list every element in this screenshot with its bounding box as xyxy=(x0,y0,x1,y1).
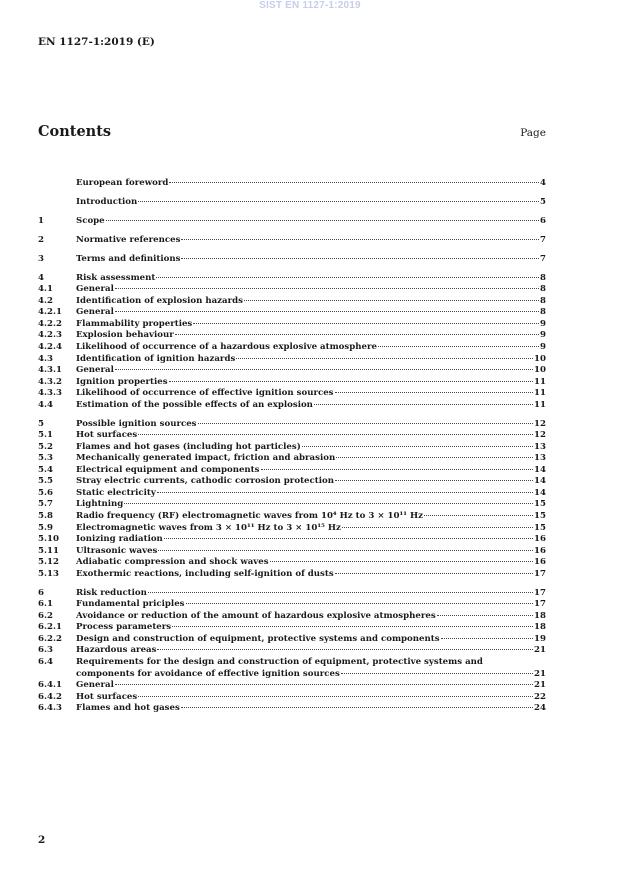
toc-entry-page: 24 xyxy=(534,703,546,714)
toc-entry-number: 6.2.1 xyxy=(38,622,62,633)
toc-entry-title: Electrical equipment and components xyxy=(76,464,260,475)
toc-entry-number: 5.5 xyxy=(38,476,53,487)
toc-entry-page: 8 xyxy=(540,295,546,306)
toc-leader-dots xyxy=(115,369,533,370)
toc-entry-number: 4.2.3 xyxy=(38,330,62,341)
toc-entry-title: Estimation of the possible effects of an explosion xyxy=(76,399,313,410)
toc-entry-title: Likelihood of occurrence of effective ignition sources xyxy=(76,388,334,399)
toc-entry-page: 19 xyxy=(534,633,546,644)
toc-leader-dots xyxy=(169,182,539,183)
toc-entry-title: Hot surfaces xyxy=(76,430,138,441)
toc-entry[interactable] xyxy=(38,622,546,634)
toc-entry-page: 14 xyxy=(534,476,546,487)
toc-entry[interactable] xyxy=(38,284,546,296)
toc-entry-number: 4.3.2 xyxy=(38,376,62,387)
toc-entry[interactable] xyxy=(38,342,546,354)
toc-entry-number: 3 xyxy=(38,253,44,264)
toc-entry-page: 6 xyxy=(540,215,546,226)
toc-entry-page: 11 xyxy=(534,399,546,410)
toc-leader-dots xyxy=(181,258,539,259)
toc-entry[interactable] xyxy=(38,400,546,412)
toc-entry-title: Identification of ignition hazards xyxy=(76,353,236,364)
toc-entry-page: 7 xyxy=(540,234,546,245)
toc-entry-title: Requirements for the design and construction of equipment, protective systems and xyxy=(76,656,483,667)
toc-entry-number: 5.6 xyxy=(38,487,53,498)
page-title: Contents xyxy=(38,123,112,140)
toc-entry-title: Likelihood of occurrence of a hazardous explosive atmosphere xyxy=(76,341,377,352)
toc-entry-number: 6.4.2 xyxy=(38,691,62,702)
toc-entry[interactable] xyxy=(38,235,546,247)
toc-entry-title: Ultrasonic waves xyxy=(76,545,158,556)
toc-leader-dots xyxy=(335,392,534,393)
toc-entry-page: 18 xyxy=(534,610,546,621)
toc-entry-page: 9 xyxy=(540,341,546,352)
toc-entry[interactable] xyxy=(38,319,546,331)
toc-leader-dots xyxy=(314,404,533,405)
toc-entry-number: 6.2 xyxy=(38,610,53,621)
toc-entry-number: 6 xyxy=(38,587,44,598)
toc-entry-title: European foreword xyxy=(76,178,169,188)
toc-entry[interactable] xyxy=(38,569,546,581)
toc-leader-dots xyxy=(335,573,533,574)
toc-entry-title: Terms and definitions xyxy=(76,253,181,264)
toc-entry-number: 5.2 xyxy=(38,441,53,452)
toc-entry-page: 15 xyxy=(534,499,546,510)
toc-entry-page: 8 xyxy=(540,272,546,283)
toc-entry-page: 16 xyxy=(534,557,546,568)
toc-entry-title: Hot surfaces xyxy=(76,691,138,702)
toc-entry-number: 4.3 xyxy=(38,353,53,364)
toc-leader-dots xyxy=(261,469,534,470)
toc-entry-number: 5.7 xyxy=(38,499,53,510)
toc-leader-dots xyxy=(342,527,533,528)
toc-entry[interactable] xyxy=(38,254,546,266)
toc-entry-title: General xyxy=(76,307,114,318)
toc-entry-number: 4.2.1 xyxy=(38,307,62,318)
toc-entry-title: Electromagnetic waves from 3 × 10¹¹ Hz to 3 × 10¹⁵ Hz xyxy=(76,522,341,533)
toc-entry[interactable] xyxy=(38,692,546,704)
toc-entry-page: 16 xyxy=(534,534,546,545)
toc-leader-dots xyxy=(138,696,533,697)
toc-entry-page: 10 xyxy=(534,365,546,376)
toc-entry[interactable] xyxy=(38,197,546,209)
toc-entry-page: 9 xyxy=(540,318,546,329)
toc-leader-dots xyxy=(336,457,533,458)
toc-leader-dots xyxy=(157,492,533,493)
toc-entry[interactable] xyxy=(38,657,546,669)
toc-leader-dots xyxy=(157,649,533,650)
toc-entry[interactable] xyxy=(38,634,546,646)
toc-entry-page: 17 xyxy=(534,587,546,598)
toc-entry-page: 14 xyxy=(534,487,546,498)
toc-entry[interactable] xyxy=(38,511,546,523)
toc-entry-number: 4.2.4 xyxy=(38,341,62,352)
toc-leader-dots xyxy=(270,561,533,562)
toc-entry-title: Exothermic reactions, including self-ignition of dusts xyxy=(76,568,334,579)
toc-entry-number: 5.9 xyxy=(38,522,53,533)
toc-leader-dots xyxy=(181,239,539,240)
toc-entry-page: 11 xyxy=(534,376,546,387)
toc-entry[interactable] xyxy=(38,430,546,442)
toc-entry-page: 14 xyxy=(534,464,546,475)
toc-entry-number: 6.1 xyxy=(38,599,53,610)
toc-entry-page: 18 xyxy=(534,622,546,633)
toc-entry[interactable] xyxy=(38,307,546,319)
toc-leader-dots xyxy=(106,220,539,221)
toc-entry-title: Static electricity xyxy=(76,487,156,498)
toc-entry-number: 5.4 xyxy=(38,464,53,475)
toc-entry[interactable] xyxy=(38,216,546,228)
toc-entry[interactable] xyxy=(38,354,546,366)
toc-entry-number: 6.4.3 xyxy=(38,703,62,714)
toc-leader-dots xyxy=(424,515,533,516)
toc-leader-dots xyxy=(198,423,534,424)
toc-entry[interactable] xyxy=(38,419,546,431)
toc-entry-number: 6.4 xyxy=(38,656,53,667)
toc-entry-number: 5.10 xyxy=(38,534,59,545)
toc-entry-number: 4.2 xyxy=(38,295,53,306)
toc-entry-number: 4.2.2 xyxy=(38,318,62,329)
toc-leader-dots xyxy=(378,346,539,347)
toc-leader-dots xyxy=(193,323,539,324)
toc-entry[interactable] xyxy=(38,273,546,285)
toc-entry-title: General xyxy=(76,284,114,295)
toc-leader-dots xyxy=(148,592,533,593)
toc-entry[interactable] xyxy=(38,488,546,500)
toc-entry-page: 15 xyxy=(534,511,546,522)
toc-entry[interactable] xyxy=(38,645,546,657)
toc-entry[interactable] xyxy=(38,534,546,546)
toc-entry-page: 22 xyxy=(534,691,546,702)
toc-leader-dots xyxy=(181,707,533,708)
toc-entry-number: 4.3.1 xyxy=(38,365,62,376)
toc-entry[interactable] xyxy=(38,388,546,400)
toc-entry-number: 5 xyxy=(38,418,44,429)
toc-entry-number: 4.4 xyxy=(38,399,53,410)
toc-entry-title: Identification of explosion hazards xyxy=(76,295,243,306)
toc-entry-number: 2 xyxy=(38,234,44,245)
toc-entry-number: 5.8 xyxy=(38,511,53,522)
toc-entry-number: 5.13 xyxy=(38,568,59,579)
toc-entry-page: 13 xyxy=(534,453,546,464)
toc-entry-page: 8 xyxy=(540,284,546,295)
toc-entry-title: Mechanically generated impact, friction and abrasion xyxy=(76,453,336,464)
toc-entry-title: Normative references xyxy=(76,234,181,245)
toc-entry-page: 9 xyxy=(540,330,546,341)
toc-leader-dots xyxy=(138,434,533,435)
table-of-contents xyxy=(38,178,546,715)
toc-entry-number: 5.1 xyxy=(38,430,53,441)
toc-entry-number: 5.12 xyxy=(38,557,59,568)
toc-entry-title: Adiabatic compression and shock waves xyxy=(76,557,269,568)
toc-leader-dots xyxy=(158,550,533,551)
toc-entry[interactable] xyxy=(38,703,546,715)
toc-leader-dots xyxy=(138,201,539,202)
toc-leader-dots xyxy=(335,480,533,481)
toc-entry[interactable] xyxy=(38,557,546,569)
toc-leader-dots xyxy=(441,638,533,639)
toc-entry-page: 4 xyxy=(540,178,546,188)
toc-entry-title: Stray electric currents, cathodic corrosion protection xyxy=(76,476,334,487)
toc-entry-title: Introduction xyxy=(76,196,138,207)
toc-leader-dots xyxy=(115,684,533,685)
toc-entry-title: Flammability properties xyxy=(76,318,193,329)
toc-leader-dots xyxy=(164,538,533,539)
toc-entry[interactable] xyxy=(38,599,546,611)
toc-entry-title: Process parameters xyxy=(76,622,172,633)
toc-entry-title: Possible ignition sources xyxy=(76,418,197,429)
toc-entry[interactable] xyxy=(38,453,546,465)
toc-leader-dots xyxy=(169,381,533,382)
page-number: 2 xyxy=(38,834,46,846)
page-column-label: Page xyxy=(520,127,546,139)
document-id: EN 1127-1:2019 (E) xyxy=(38,36,155,48)
toc-entry-page: 15 xyxy=(534,522,546,533)
toc-entry-page: 5 xyxy=(540,196,546,207)
toc-entry-title: General xyxy=(76,365,114,376)
toc-leader-dots xyxy=(124,503,533,504)
toc-entry[interactable] xyxy=(38,680,546,692)
toc-leader-dots xyxy=(437,615,533,616)
toc-entry-number: 4 xyxy=(38,272,44,283)
toc-entry-title: Design and construction of equipment, protective systems and components xyxy=(76,633,440,644)
toc-entry-title: Hazardous areas xyxy=(76,645,157,656)
toc-entry-title: components for avoidance of effective ignition sources xyxy=(76,668,340,679)
toc-entry-title: General xyxy=(76,680,114,691)
toc-entry-number: 6.3 xyxy=(38,645,53,656)
toc-entry-title: Explosion behaviour xyxy=(76,330,174,341)
toc-entry-title: Flames and hot gases (including hot particles) xyxy=(76,441,301,452)
toc-leader-dots xyxy=(186,603,534,604)
toc-entry[interactable] xyxy=(38,523,546,535)
toc-entry-page: 12 xyxy=(534,418,546,429)
toc-leader-dots xyxy=(156,277,539,278)
toc-leader-dots xyxy=(172,626,533,627)
toc-entry[interactable] xyxy=(38,669,546,681)
toc-entry-page: 21 xyxy=(534,680,546,691)
toc-entry-page: 17 xyxy=(534,599,546,610)
toc-entry[interactable] xyxy=(38,442,546,454)
toc-entry[interactable] xyxy=(38,499,546,511)
toc-entry-title: Radio frequency (RF) electromagnetic waves from 10⁴ Hz to 3 × 10¹¹ Hz xyxy=(76,511,424,522)
toc-entry-page: 16 xyxy=(534,545,546,556)
toc-entry-title: Avoidance or reduction of the amount of hazardous explosive atmospheres xyxy=(76,610,436,621)
toc-leader-dots xyxy=(115,288,539,289)
toc-entry[interactable] xyxy=(38,330,546,342)
toc-leader-dots xyxy=(236,358,533,359)
toc-entry-page: 17 xyxy=(534,568,546,579)
toc-entry-title: Ionizing radiation xyxy=(76,534,163,545)
toc-entry-title: Lightning xyxy=(76,499,124,510)
toc-entry-number: 4.1 xyxy=(38,284,53,295)
toc-entry-title: Risk reduction xyxy=(76,587,147,598)
toc-entry-title: Risk assessment xyxy=(76,272,156,283)
toc-entry-title: Fundamental priciples xyxy=(76,599,185,610)
toc-entry[interactable] xyxy=(38,377,546,389)
toc-entry-page: 12 xyxy=(534,430,546,441)
toc-entry-page: 21 xyxy=(534,668,546,679)
toc-entry-page: 11 xyxy=(534,388,546,399)
toc-leader-dots xyxy=(115,311,539,312)
toc-entry[interactable] xyxy=(38,465,546,477)
toc-leader-dots xyxy=(244,300,539,301)
toc-entry-number: 1 xyxy=(38,215,44,226)
toc-entry-number: 5.11 xyxy=(38,545,59,556)
toc-entry-page: 21 xyxy=(534,645,546,656)
toc-entry[interactable] xyxy=(38,588,546,600)
toc-leader-dots xyxy=(175,334,539,335)
watermark: SIST EN 1127-1:2019 xyxy=(259,0,361,11)
toc-entry-page: 7 xyxy=(540,253,546,264)
toc-leader-dots xyxy=(341,673,533,674)
toc-entry-number: 6.2.2 xyxy=(38,633,62,644)
toc-entry-title: Flames and hot gases xyxy=(76,703,180,714)
toc-entry-number: 6.4.1 xyxy=(38,680,62,691)
toc-entry-title: Scope xyxy=(76,215,105,226)
toc-entry-page: 13 xyxy=(534,441,546,452)
toc-entry[interactable] xyxy=(38,296,546,308)
toc-entry-number: 5.3 xyxy=(38,453,53,464)
toc-entry-page: 8 xyxy=(540,307,546,318)
toc-entry-page: 10 xyxy=(534,353,546,364)
toc-entry[interactable] xyxy=(38,178,546,190)
toc-entry[interactable] xyxy=(38,365,546,377)
toc-entry[interactable] xyxy=(38,611,546,623)
toc-entry-title: Ignition properties xyxy=(76,376,168,387)
toc-entry[interactable] xyxy=(38,546,546,558)
toc-entry[interactable] xyxy=(38,476,546,488)
toc-entry-number: 4.3.3 xyxy=(38,388,62,399)
toc-leader-dots xyxy=(302,446,533,447)
